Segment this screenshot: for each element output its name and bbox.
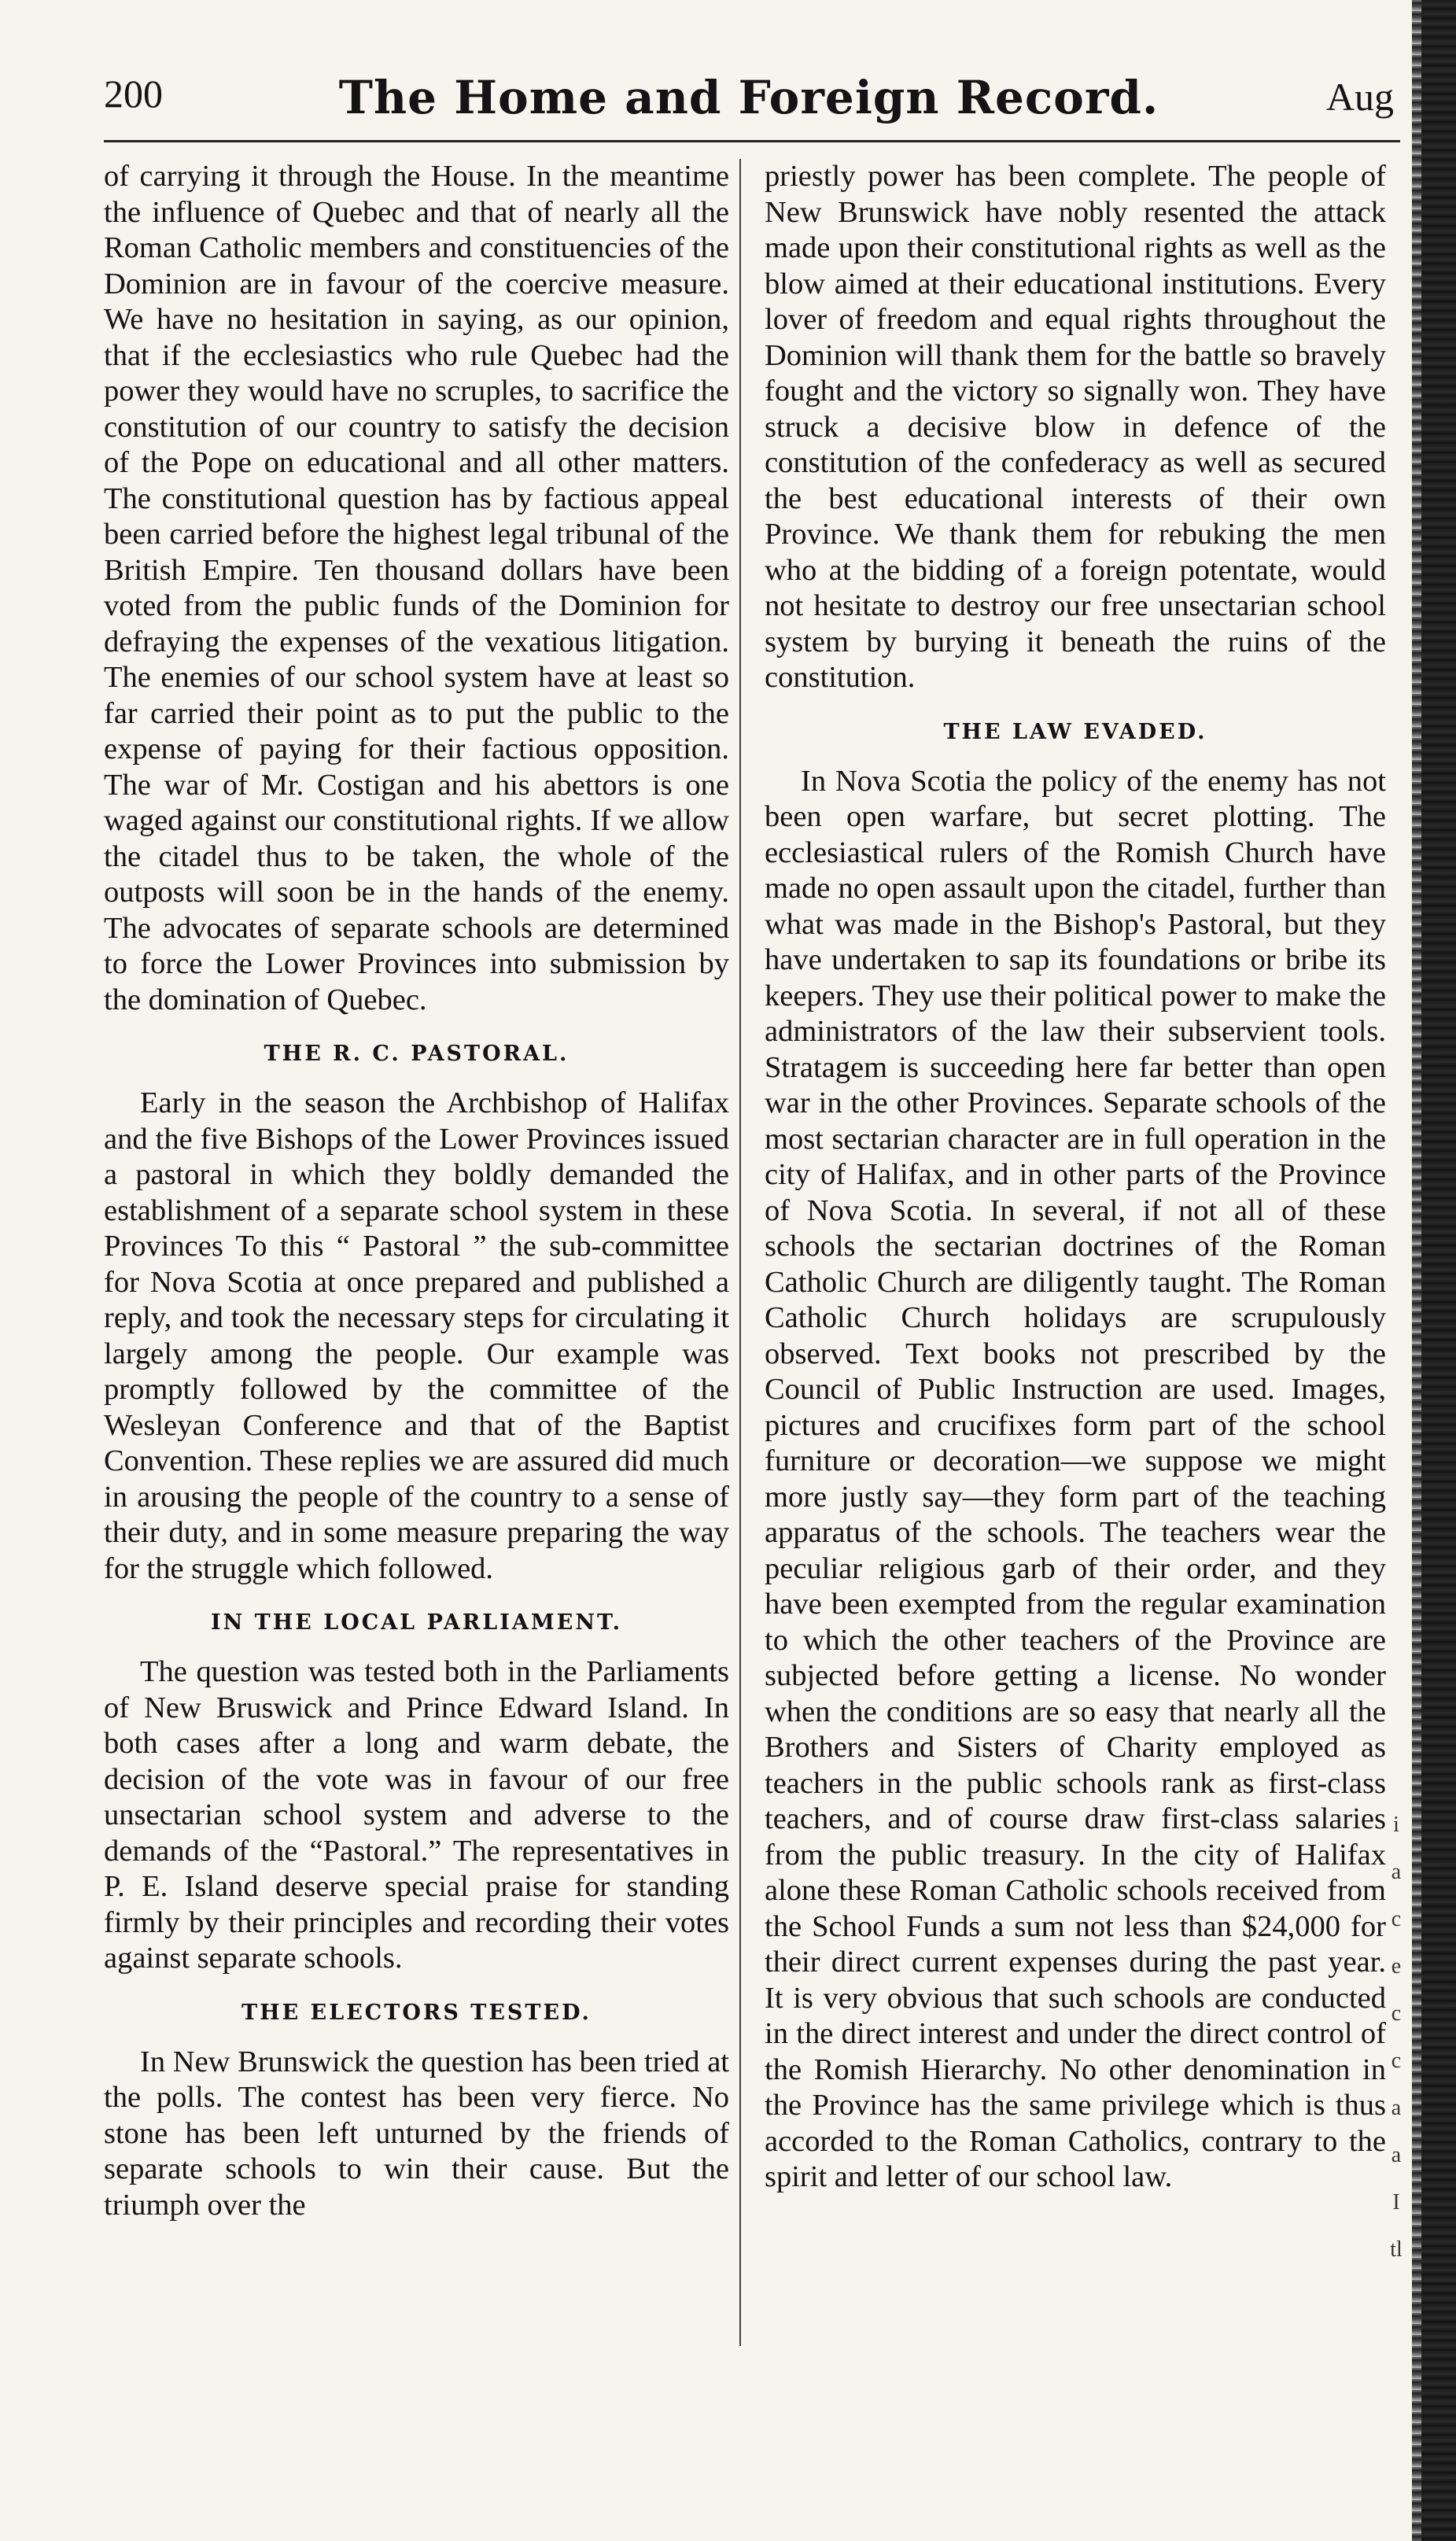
- header-rule: [104, 140, 1400, 142]
- left-column: [104, 159, 729, 2223]
- paragraph: In Nova Scotia the policy of the enemy has not been open warfare, but secret plotting. The ecclesiastical rulers of the Romish Church have made no open assault upon the citadel, further than what was made in the Bishop's Pastoral, but they have undertaken to sap its foundations or bribe its keepers. They use their political power to make the administrators of the law their subservient tools. Stratagem is succeeding here far better than open war in the other Provinces. Separate schools of the most sectarian character are in full operation in the city of Halifax, and in other parts of the Province of Nova Scotia. In several, if not all of these schools the sectarian doctrines of the Roman Catholic Church are diligently taught. The Roman Catholic Church holidays are scrupulously observed. Text books not prescribed by the Council of Public Instruction are used. Images, pictures and crucifixes form part of the school furniture or decoration—we suppose we might more justly say—they form part of the teaching apparatus of the schools. The teachers wear the peculiar religious garb of their order, and they have been exempted from the regular examination to which the other teachers of the Province are subjected before getting a license. No wonder when the conditions are so easy that nearly all the Brothers and Sisters of Charity employed as teachers in the public schools rank as first-class teachers, and of course draw first-class salaries from the public treasury. In the city of Halifax alone these Roman Catholic schools received from the School Funds a sum not less than $24,000 for their direct current expenses during the past year. It is very obvious that such schools are conducted in the direct interest and under the direct control of the Romish Hierarchy. No other denomination in the Province has the same privilege which is thus accorded to the Roman Catholics, contrary to the spirit and letter of our school law.: [765, 764, 1386, 2193]
- adjacent-page-edge-letters: [1384, 1802, 1408, 2274]
- edge-letter: tl: [1390, 2237, 1403, 2262]
- right-column: [765, 159, 1386, 2196]
- edge-letter: a: [1391, 2096, 1402, 2120]
- edge-letter: c: [1391, 2001, 1402, 2026]
- paragraph: The question was tested both in the Parliaments of New Bruswick and Prince Edward Island. In both cases after a long and warm debate, the decision of the vote was in favour of our free unsectarian school system and adverse to the demands of the “Pastoral.” The representatives in P. E. Island deserve special praise for standing firmly by their principles and recording their votes against separate schools.: [104, 1655, 729, 1975]
- column-divider: [739, 159, 741, 2346]
- page-header: [104, 71, 1394, 134]
- edge-letter: i: [1393, 1813, 1399, 1837]
- section-heading-parliament: IN THE LOCAL PARLIAMENT.: [210, 1610, 623, 1635]
- paragraph: of carrying it through the House. In the meantime the influence of Quebec and that of nearly all the Roman Catholic members and constituencies of the Dominion are in favour of the coercive measure. We have no hesitation in saying, as our opinion, that if the ecclesiastics who rule Quebec had the power they would have no scruples, to sacrifice the constitution of our country to satisfy the decision of the Pope on educational and all other matters. The constitutional question has by factious appeal been carried before the highest legal tribunal of the British Empire. Ten thousand dollars have been voted from the public funds of the Dominion for defraying the expenses of the vexatious litigation. The enemies of our school system have at least so far carried their point as to put the public to the expense of paying for their factious opposition. The war of Mr. Costigan and his abettors is one waged against our constitutional rights. If we allow the citadel thus to be taken, the whole of the outposts will soon be in the hands of the enemy. The advocates of separate schools are determined to force the Lower Provinces into submission by the domination of Quebec.: [104, 160, 729, 1016]
- edge-letter: e: [1391, 1954, 1402, 1979]
- page-number: 200: [104, 72, 163, 116]
- paragraph: Early in the season the Archbishop of Halifax and the five Bishops of the Lower Provinces issued a pastoral in which they boldly demanded the establishment of a separate school system in these Provinces To this “ Pastoral ” the sub-committee for Nova Scotia at once prepared and published a reply, and took the necessary steps for circulating it largely among the people. Our example was promptly followed by the committee of the Wesleyan Conference and that of the Baptist Convention. These replies we are assured did much in arousing the people of the country to a sense of their duty, and in some measure preparing the way for the struggle which followed.: [104, 1086, 729, 1585]
- edge-letter: c: [1391, 1907, 1402, 1931]
- paragraph: In New Brunswick the question has been tried at the polls. The contest has been very fierce. No stone has been left unturned by the friends of separate schools to win their cause. But the triumph over the: [104, 2045, 729, 2222]
- edge-letter: I: [1392, 2190, 1400, 2215]
- paragraph: priestly power has been complete. The people of New Brunswick have nobly resented the attack made upon their constitutional rights as well as the blow aimed at their educational institutions. Every lover of freedom and equal rights throughout the Dominion will thank them for the battle so bravely fought and the victory so signally won. They have struck a decisive blow in defence of the constitution of the confederacy as well as secured the best educational interests of their own Province. We thank them for rebuking the men who at the bidding of a foreign potentate, would not hesitate to destroy our free unsectarian school system by burying it beneath the ruins of the constitution.: [765, 160, 1386, 694]
- running-month: Aug: [1325, 75, 1394, 119]
- section-heading-pastoral: THE R. C. PASTORAL.: [264, 1042, 569, 1066]
- edge-letter: c: [1391, 2049, 1402, 2073]
- edge-letter: a: [1391, 2143, 1402, 2167]
- section-heading-law-evaded: THE LAW EVADED.: [943, 719, 1207, 744]
- section-heading-electors: THE ELECTORS TESTED.: [241, 2000, 592, 2025]
- edge-letter: a: [1391, 1860, 1402, 1884]
- page-binding-edge: [1412, 0, 1456, 2541]
- running-title: The Home and Foreign Record.: [338, 71, 1159, 124]
